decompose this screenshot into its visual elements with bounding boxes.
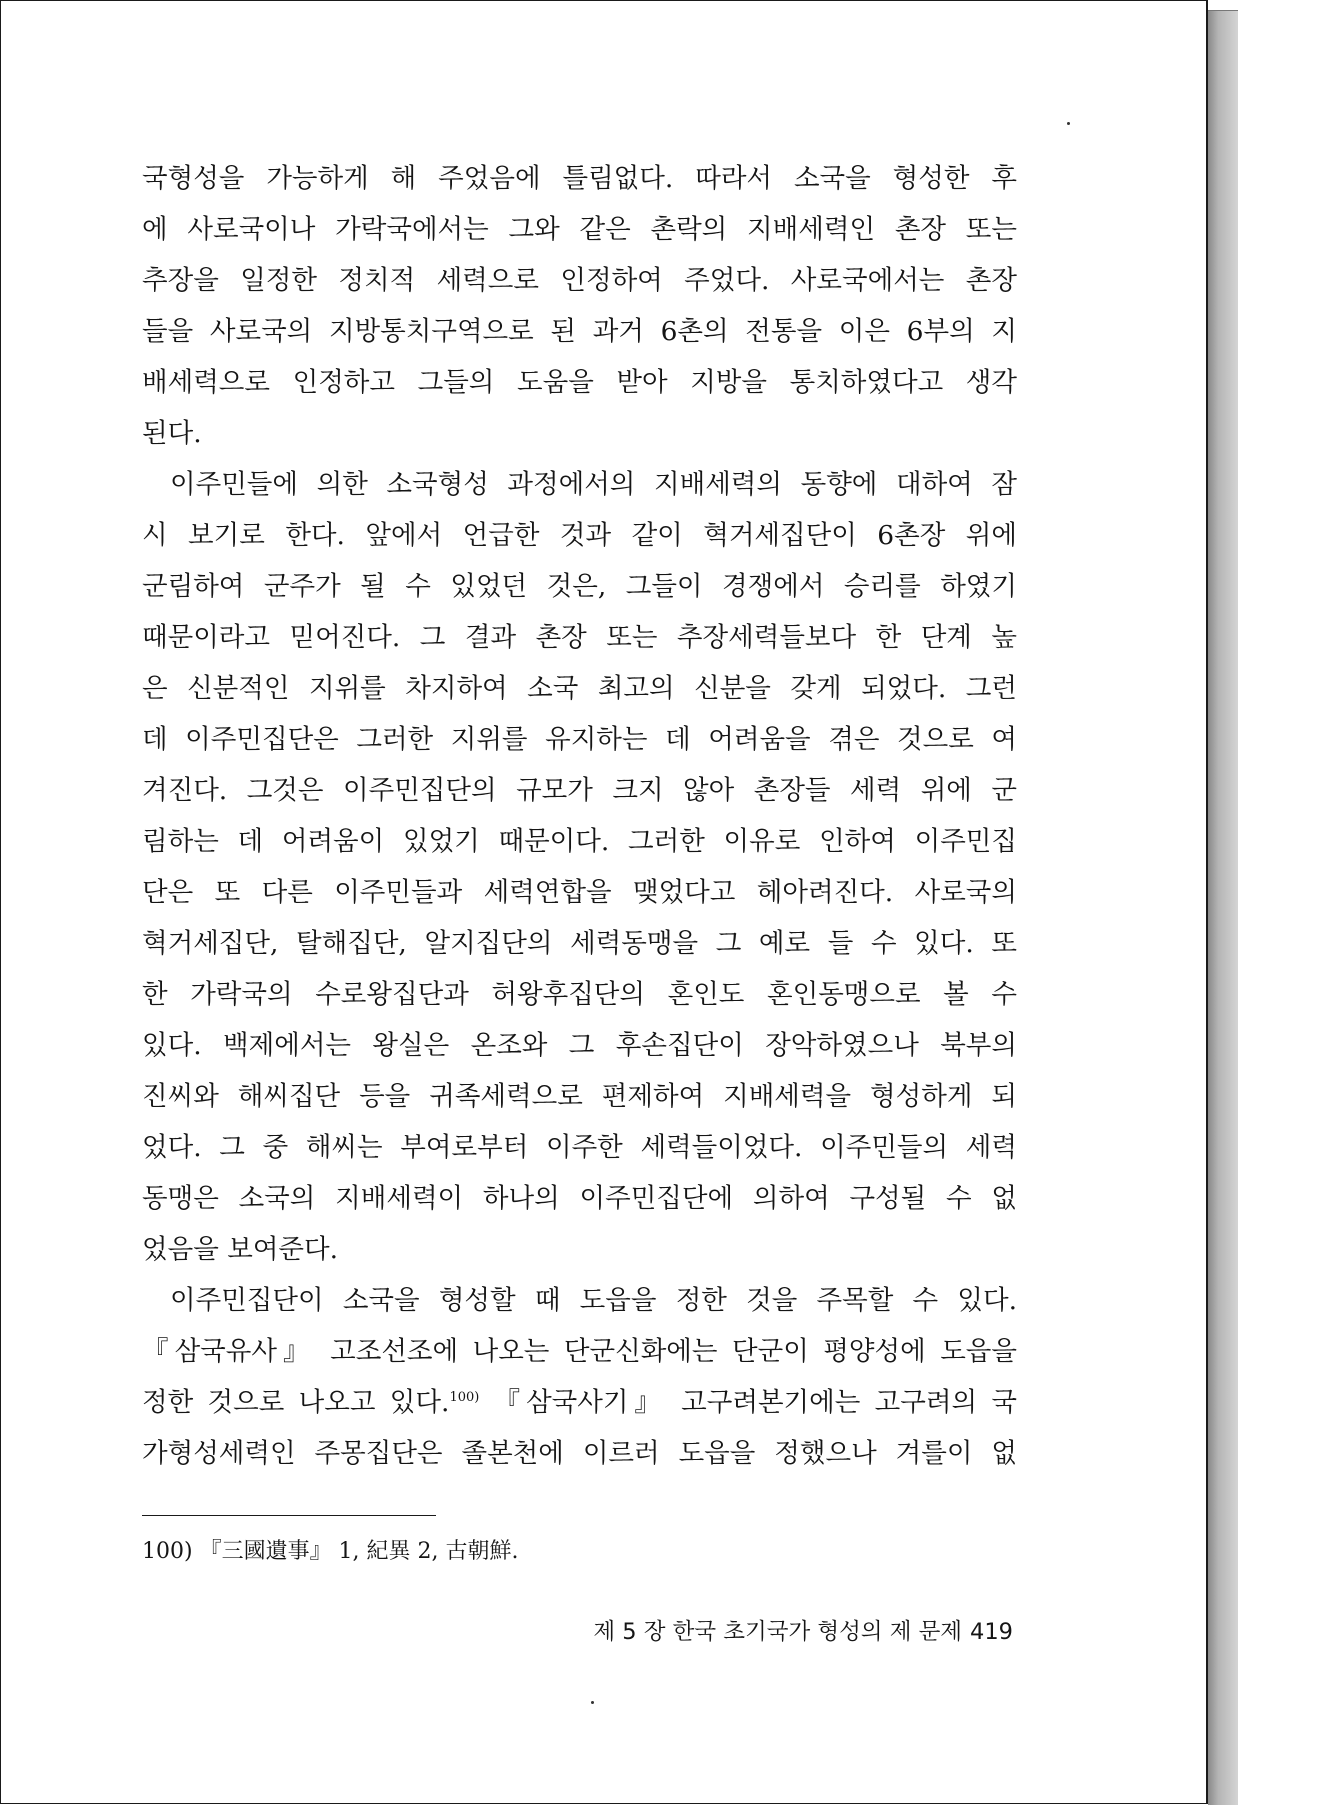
- text-line: 가형성세력인 주몽집단은 졸본천에 이르러 도읍을 정했으나 겨를이 없: [142, 1438, 1017, 1469]
- text-line: 있다. 백제에서는 왕실은 온조와 그 후손집단이 장악하였으나 북부의: [142, 1030, 1017, 1061]
- text-line: 『삼국유사』 고조선조에 나오는 단군신화에는 단군이 평양성에 도읍을: [142, 1336, 1017, 1367]
- text-line: 들을 사로국의 지방통치구역으로 된 과거 6촌의 전통을 이은 6부의 지: [142, 316, 1017, 347]
- main-text: [142, 153, 1017, 1479]
- footnote: 100) 『三國遺事』 1, 紀異 2, 古朝鮮.: [142, 1539, 519, 1564]
- paragraph-2: [142, 459, 1017, 1275]
- page-edge-shadow: [1208, 10, 1238, 1805]
- chapter-title: 제 5 장 한국 초기국가 형성의 제 문제: [593, 1619, 963, 1645]
- text-line: 때문이라고 믿어진다. 그 결과 촌장 또는 추장세력들보다 한 단계 높: [142, 622, 1017, 653]
- text-line: 데 이주민집단은 그러한 지위를 유지하는 데 어려움을 겪은 것으로 여: [142, 724, 1017, 755]
- text-segment: 『삼국사기』 고구려본기에는 고구려의 국: [479, 1387, 1017, 1418]
- text-line: 이주민집단이 소국을 형성할 때 도읍을 정한 것을 주목할 수 있다.: [170, 1285, 1017, 1316]
- text-line: 한 가락국의 수로왕집단과 허왕후집단의 혼인도 혼인동맹으로 볼 수: [142, 979, 1017, 1010]
- text-line-with-footnote-ref: [142, 1377, 1017, 1428]
- text-line: 겨진다. 그것은 이주민집단의 규모가 크지 않아 촌장들 세력 위에 군: [142, 775, 1017, 806]
- text-line: 시 보기로 한다. 앞에서 언급한 것과 같이 혁거세집단이 6촌장 위에: [142, 520, 1017, 551]
- text-line: 배세력으로 인정하고 그들의 도움을 받아 지방을 통치하였다고 생각: [142, 367, 1017, 398]
- text-line: 추장을 일정한 정치적 세력으로 인정하여 주었다. 사로국에서는 촌장: [142, 265, 1017, 296]
- text-line: 국형성을 가능하게 해 주었음에 틀림없다. 따라서 소국을 형성한 후: [142, 163, 1017, 194]
- paragraph-1: [142, 153, 1017, 459]
- scan-speck: [1067, 122, 1070, 125]
- paragraph-3: [142, 1275, 1017, 1479]
- text-line: 은 신분적인 지위를 차지하여 소국 최고의 신분을 갖게 되었다. 그런: [142, 673, 1017, 704]
- text-line: 에 사로국이나 가락국에서는 그와 같은 촌락의 지배세력인 촌장 또는: [142, 214, 1017, 245]
- text-line: 이주민들에 의한 소국형성 과정에서의 지배세력의 동향에 대하여 잠: [170, 469, 1017, 500]
- text-line: 동맹은 소국의 지배세력이 하나의 이주민집단에 의하여 구성될 수 없: [142, 1183, 1017, 1214]
- text-line: 단은 또 다른 이주민들과 세력연합을 맺었다고 헤아려진다. 사로국의: [142, 877, 1017, 908]
- text-line: 었다. 그 중 해씨는 부여로부터 이주한 세력들이었다. 이주민들의 세력: [142, 1132, 1017, 1163]
- text-line: 었음을 보여준다.: [142, 1234, 339, 1265]
- footnote-reference[interactable]: 100): [449, 1390, 480, 1406]
- text-line: 된다.: [142, 418, 202, 449]
- text-segment: 정한 것으로 나오고 있다.: [142, 1387, 450, 1418]
- page-number: 419: [970, 1619, 1013, 1645]
- scan-speck: [591, 1701, 594, 1704]
- text-line: 림하는 데 어려움이 있었기 때문이다. 그러한 이유로 인하여 이주민집: [142, 826, 1017, 857]
- footnote-divider: [142, 1515, 436, 1516]
- text-line: 진씨와 해씨집단 등을 귀족세력으로 편제하여 지배세력을 형성하게 되: [142, 1081, 1017, 1112]
- text-line: 군림하여 군주가 될 수 있었던 것은, 그들이 경쟁에서 승리를 하였기: [142, 571, 1017, 602]
- text-line: 혁거세집단, 탈해집단, 알지집단의 세력동맹을 그 예로 들 수 있다. 또: [142, 928, 1017, 959]
- running-footer: [585, 1617, 1013, 1647]
